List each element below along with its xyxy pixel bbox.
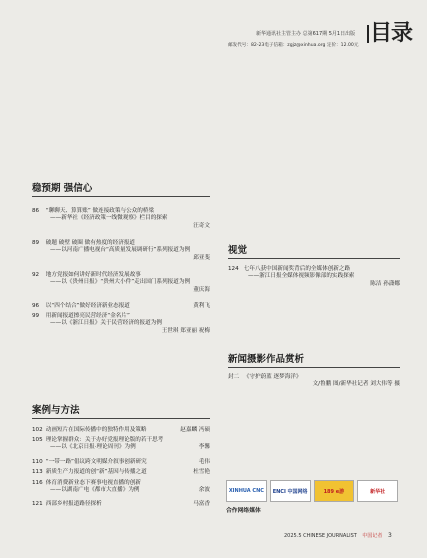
toc-entry[interactable]: 113 新质生产力报道的创“新”基因与传播之道 杜雪艳 <box>32 469 210 475</box>
section-title-news-photography: 新闻摄影作品赏析 <box>228 354 305 365</box>
partner-media-label: 合作网络媒体 <box>226 508 261 514</box>
toc-entry[interactable]: 99 用新闻报道擦亮民营经济“金名片” ——以《浙江日报》关于民营经济的报道为例 王世琪 郑亚丽 祝梅 <box>32 313 210 334</box>
section-divider <box>32 418 210 419</box>
toc-entry[interactable]: 105 理论掌握群众：关于办好党报理论版的若干思考 ——以《北京日报·理论周刊》为例 李馨 <box>32 437 210 451</box>
toc-entry[interactable]: 110 “一带一路”倡议跨文明媒介叙事创新研究 毛伟 <box>32 459 210 465</box>
page-number: 3 <box>388 532 392 539</box>
footer-journal: 2025.5 CHINESE JOURNALIST <box>284 533 357 539</box>
toc-entry[interactable]: 124 七年八获中国新闻奖背后的全媒体创新之路 ——浙江日报全媒体视频影像部的实践探索 陈洁 孙潇娜 <box>228 266 400 287</box>
section-divider <box>228 367 400 368</box>
section-title-cases-methods: 案例与方法 <box>32 405 80 416</box>
toc-entry[interactable]: 121 西部乡村报道路径探析 马富香 <box>32 501 210 507</box>
partner-logo-cnc[interactable]: ENCI 中国网络 <box>270 480 311 502</box>
partner-logo-189[interactable]: 189 e游 <box>314 480 355 502</box>
toc-entry[interactable]: 102 动画短片在国际传播中的独特作用及策略 赵嘉麟 冯硕 <box>32 427 210 433</box>
page-title: 目录 <box>370 20 413 46</box>
footer-mark: 中国记者 <box>362 533 383 539</box>
section-divider <box>32 196 210 197</box>
publisher-line: 新华通讯社主管主办 总第617期 5月1日出版 <box>256 31 356 37</box>
title-bar-decoration <box>367 25 369 43</box>
partner-logo-xinhua[interactable]: XINHUA CNC <box>226 480 267 502</box>
section-divider <box>228 258 400 259</box>
toc-entry[interactable]: 86 “聊聊天、算算账” 做连接政策与公众的桥梁 ——新华社《经济政策一线微观察》栏目的探索 汪奇文 <box>32 208 210 229</box>
partner-media-strip <box>226 480 398 502</box>
section-title-visual: 视觉 <box>228 245 248 256</box>
toc-entry[interactable]: 116 体育消费新业态下赛事电视直播的创新 ——以湖南广电《都市大直播》为例 余波 <box>32 480 210 494</box>
page-footer <box>284 532 392 539</box>
toc-entry[interactable]: 96 以“四个结合”做好经济新业态报道 黄利飞 <box>32 303 210 309</box>
partner-logo-xinhuashe[interactable]: 新华社 <box>357 480 398 502</box>
publication-info: 邮发代号：82-23电子信箱：zgjz@xinhua.org 定价：12.00元 <box>228 43 359 48</box>
toc-entry[interactable]: 封二 《守护蔚蓝 逐梦海洋》 文/鲁鹏 图/新华社记者 刘大伟等 摄 <box>228 374 400 388</box>
section-title-stable-expectations: 稳预期 强信心 <box>32 183 93 194</box>
toc-entry[interactable]: 89 破题 破壁 破圈 做有热度的经济报道 ——以河南广播电视台“高质量发展调研行”系列报道为例 邱亚斐 <box>32 240 210 261</box>
toc-entry[interactable]: 92 地方党报如何讲好新时代经济发展故事 ——以《贵州日报》“贵州大小件”走出国门系列报道为例 董庆海 <box>32 272 210 293</box>
